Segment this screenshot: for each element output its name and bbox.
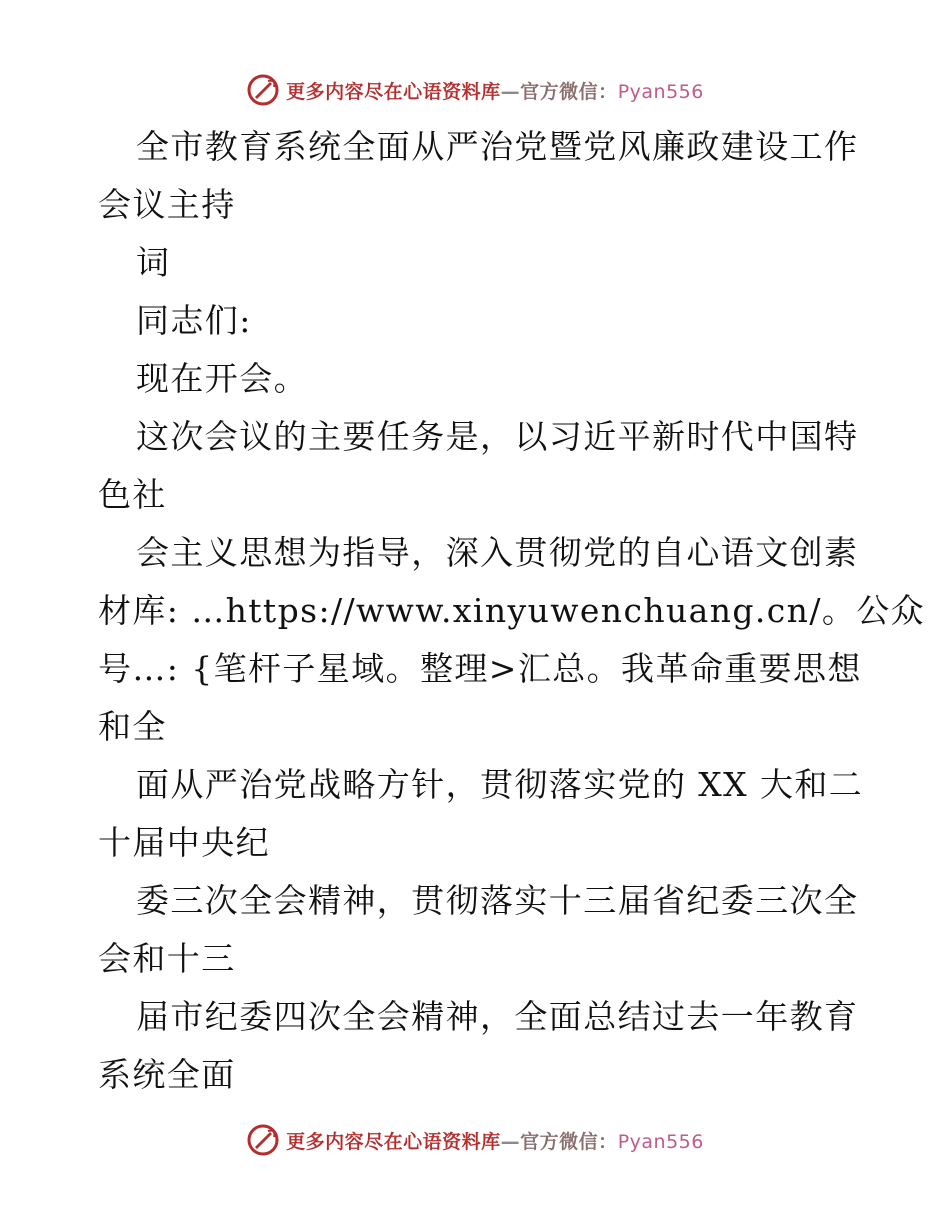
watermark-main: 更多内容尽在心语资料库 (286, 1130, 501, 1153)
watermark-banner (246, 1123, 704, 1157)
paragraph-line: 会和十三 (98, 939, 236, 978)
paragraph-line: 十届中央纪 (98, 823, 270, 862)
paragraph-line: 词 (136, 243, 171, 282)
paragraph-line: 会主义思想为指导，深入贯彻党的自心语文创素 (136, 533, 859, 572)
watermark-wechat-id: Pyan556 (617, 80, 704, 103)
paragraph-line: 材库: …https://www.xinyuwenchuang.cn/。公众 (98, 591, 926, 630)
watermark-wechat-label: 官方微信： (520, 1130, 618, 1153)
paragraph-line: 同志们: (136, 301, 252, 340)
paragraph-line: 系统全面 (98, 1055, 236, 1094)
watermark-wechat-label: 官方微信： (520, 80, 618, 103)
watermark-text (286, 77, 704, 104)
paragraph-line: 号…: {笔杆子星域。整理>汇总。我革命重要思想 (98, 649, 862, 688)
footer-watermark (0, 1120, 950, 1160)
watermark-separator: — (500, 80, 521, 103)
paragraph-line: 面从严治党战略方针，贯彻落实党的 XX 大和二 (136, 765, 864, 804)
quill-logo-icon (246, 1123, 280, 1157)
watermark-main: 更多内容尽在心语资料库 (286, 80, 501, 103)
paragraph-line: 届市纪委四次全会精神，全面总结过去一年教育 (136, 997, 859, 1036)
quill-logo-icon (246, 73, 280, 107)
paragraph-line: 和全 (98, 707, 167, 746)
paragraph-line: 全市教育系统全面从严治党暨党风廉政建设工作 (136, 127, 859, 166)
paragraph-line: 色社 (98, 475, 167, 514)
paragraph-line: 现在开会。 (136, 359, 308, 398)
watermark-separator: — (500, 1130, 521, 1153)
paragraph-line: 委三次全会精神，贯彻落实十三届省纪委三次全 (136, 881, 859, 920)
document-body (98, 118, 926, 1104)
watermark-banner (246, 73, 704, 107)
watermark-text (286, 1127, 704, 1154)
watermark-wechat-id: Pyan556 (617, 1130, 704, 1153)
paragraph-line: 会议主持 (98, 185, 236, 224)
paragraph-line: 这次会议的主要任务是，以习近平新时代中国特 (136, 417, 859, 456)
header-watermark (0, 70, 950, 110)
